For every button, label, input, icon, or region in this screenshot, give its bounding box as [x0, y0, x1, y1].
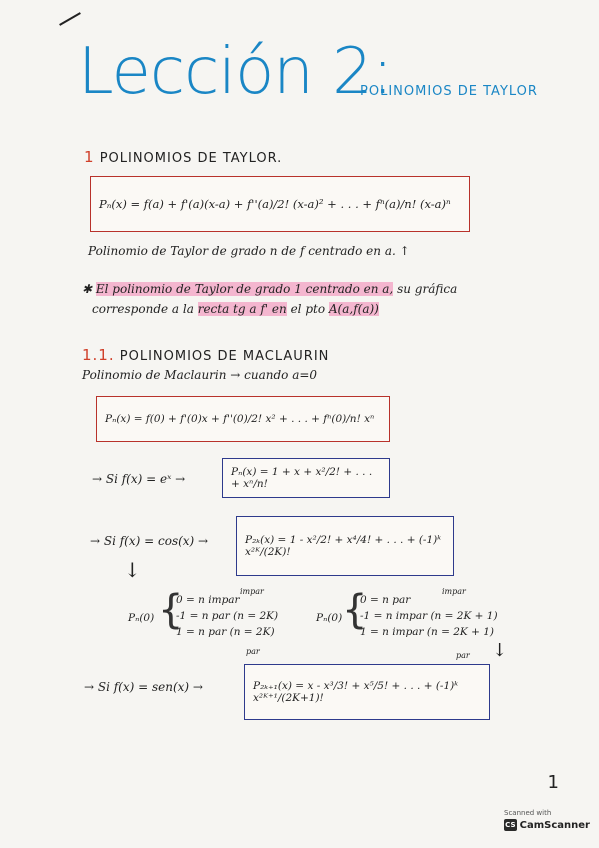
cases-sin-row3: 1 = n impar (n = 2K + 1) [360, 626, 495, 638]
sin-formula-box [244, 664, 490, 720]
taylor-note [82, 282, 522, 296]
lesson-subtitle: POLINOMIOS DE TAYLOR [360, 84, 538, 99]
cases-cos-row3: 1 = n par (n = 2K) [176, 626, 275, 638]
section-1-heading [84, 148, 282, 166]
star-icon: ✱ [82, 282, 93, 296]
lesson-title-text: Lección 2 [78, 35, 372, 109]
taylor-formula: Pₙ(x) = f(a) + f'(a)(x-a) + f''(a)/2! (x-a)² + . . . + fⁿ(a)/n! (x-a)ⁿ [99, 197, 451, 211]
cases-cos-note-top: impar [240, 587, 264, 596]
cases-sin-rows [360, 592, 498, 640]
note-line1-tail: su gráfica [397, 282, 458, 296]
cases-sin-lhs: Pₙ(0) [316, 612, 343, 624]
scanner-caption: Scanned with [504, 809, 552, 817]
section-1-number: 1 [84, 148, 95, 166]
cases-sin-row1: 0 = n par [360, 594, 411, 606]
cases-sin-note-bottom: par [456, 651, 470, 660]
cos-formula-box [236, 516, 454, 576]
exp-label: → Si f(x) = eˣ → [92, 472, 186, 486]
exp-formula: Pₙ(x) = 1 + x + x²/2! + . . . + xⁿ/n! [231, 466, 373, 490]
pen-stroke [59, 12, 81, 26]
brace-cos: { [158, 587, 184, 633]
note-highlight-1: El polinomio de Taylor de grado 1 centrado en a, [95, 282, 394, 296]
note-highlight-3: A(a,f(a)) [328, 302, 379, 316]
section-11-title: POLINOMIOS DE MACLAURIN [119, 349, 330, 364]
lesson-colon: : [371, 35, 393, 109]
note-line2-a: corresponde a la [92, 302, 194, 316]
maclaurin-definition: Polinomio de Maclaurin → cuando a=0 [82, 368, 318, 382]
scanner-brand: CamScanner [519, 819, 590, 831]
camscanner-icon: CS [505, 821, 516, 829]
scanner-logo [504, 819, 590, 831]
cos-formula: P₂ₖ(x) = 1 - x²/2! + x⁴/4! + . . . + (-1)ᵏ x²ᴷ/(2K)! [245, 534, 442, 558]
section-11-number: 1.1. [82, 346, 115, 364]
maclaurin-formula-box [96, 396, 390, 442]
taylor-description: Polinomio de Taylor de grado n de f centrado en a. ↑ [88, 244, 410, 258]
note-line2-c: el pto [290, 302, 326, 316]
cases-cos-row1: 0 = n impar [176, 594, 240, 606]
maclaurin-formula: Pₙ(x) = f(0) + f'(0)x + f''(0)/2! x² + . . . + fⁿ(0)/n! xⁿ [105, 413, 375, 425]
taylor-note-line2 [92, 302, 532, 316]
curved-arrow-icon: ↓ [124, 558, 141, 582]
cos-label: → Si f(x) = cos(x) → [90, 534, 209, 548]
exp-formula-box [222, 458, 390, 498]
brace-sin: { [342, 587, 368, 633]
cases-cos-note-bottom: par [246, 647, 260, 656]
curved-arrow-right-icon: ↓ [492, 640, 508, 661]
cases-sin-row2: -1 = n impar (n = 2K + 1) [360, 610, 498, 622]
camscanner-badge [504, 809, 590, 839]
cases-cos-row2: -1 = n par (n = 2K) [176, 610, 279, 622]
note-highlight-2: recta tg a f' en [197, 302, 287, 316]
cases-sin-note-top: impar [442, 587, 466, 596]
sin-formula: P₂ₖ₊₁(x) = x - x³/3! + x⁵/5! + . . . + (-1)ᵏ x²ᴷ⁺¹/(2K+1)! [253, 680, 459, 704]
cases-cos-lhs: Pₙ(0) [128, 612, 155, 624]
taylor-formula-box [90, 176, 470, 232]
lesson-title [78, 35, 393, 109]
section-11-heading [82, 346, 329, 364]
page-number: 1 [547, 772, 559, 793]
section-1-title: POLINOMIOS DE TAYLOR. [99, 151, 283, 166]
sin-label: → Si f(x) = sen(x) → [84, 680, 203, 694]
